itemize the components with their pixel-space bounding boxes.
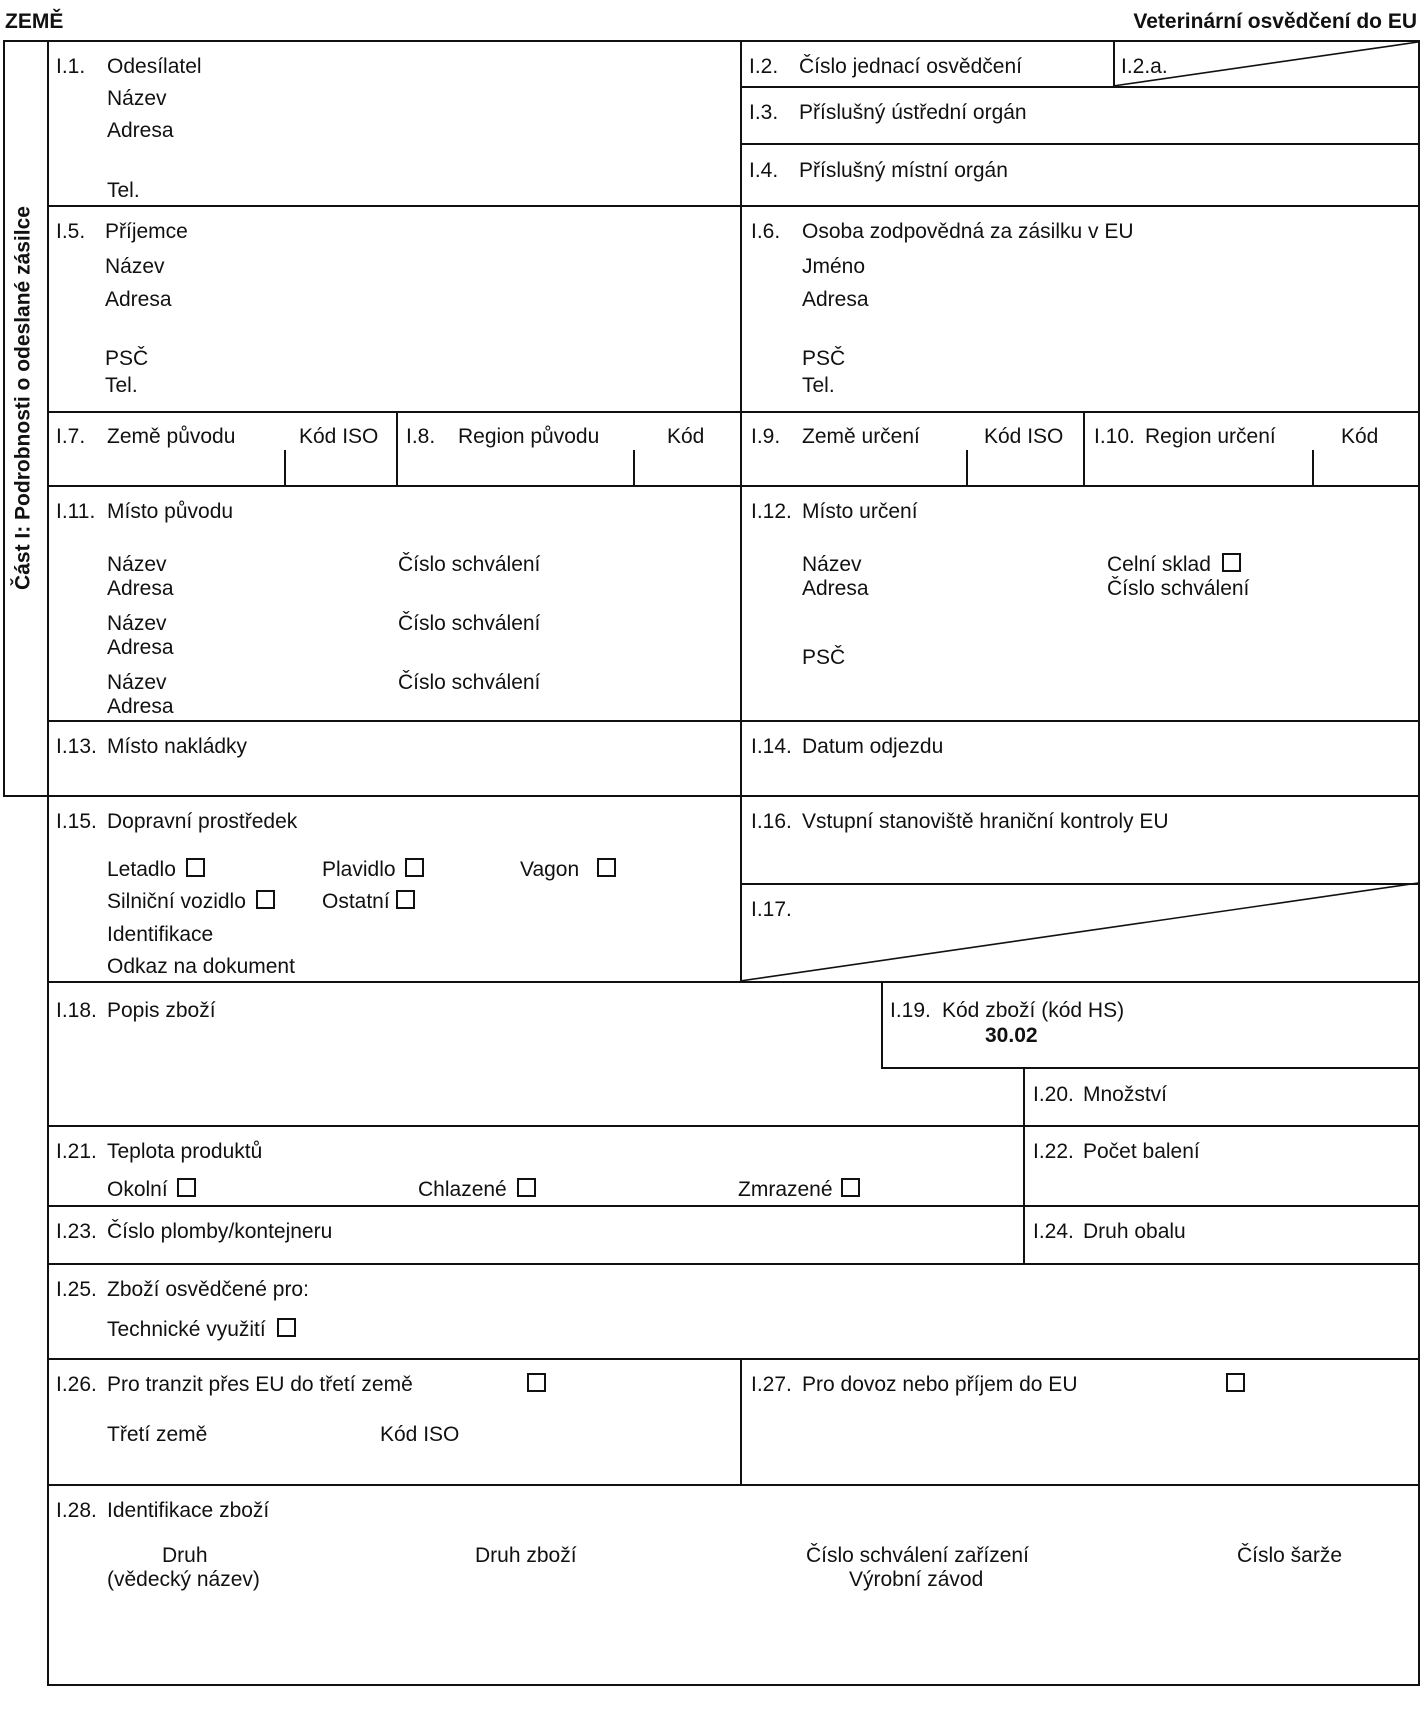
import-checkbox[interactable] — [1226, 1373, 1245, 1392]
railway-wagon-checkbox[interactable] — [597, 858, 616, 877]
other-transport-checkbox[interactable] — [396, 890, 415, 909]
customs-warehouse-checkbox[interactable] — [1222, 553, 1241, 572]
vessel-checkbox[interactable] — [405, 858, 424, 877]
road-vehicle-checkbox[interactable] — [256, 890, 275, 909]
ambient-checkbox[interactable] — [177, 1178, 196, 1197]
technical-use-checkbox[interactable] — [277, 1318, 296, 1337]
frozen-checkbox[interactable] — [841, 1178, 860, 1197]
country-heading: ZEMĚ — [5, 10, 64, 33]
certificate-title: Veterinární osvědčení do EU — [1133, 10, 1417, 33]
aircraft-checkbox[interactable] — [186, 858, 205, 877]
chilled-checkbox[interactable] — [517, 1178, 536, 1197]
transit-checkbox[interactable] — [527, 1373, 546, 1392]
hs-code-value: 30.02 — [985, 1024, 1038, 1047]
